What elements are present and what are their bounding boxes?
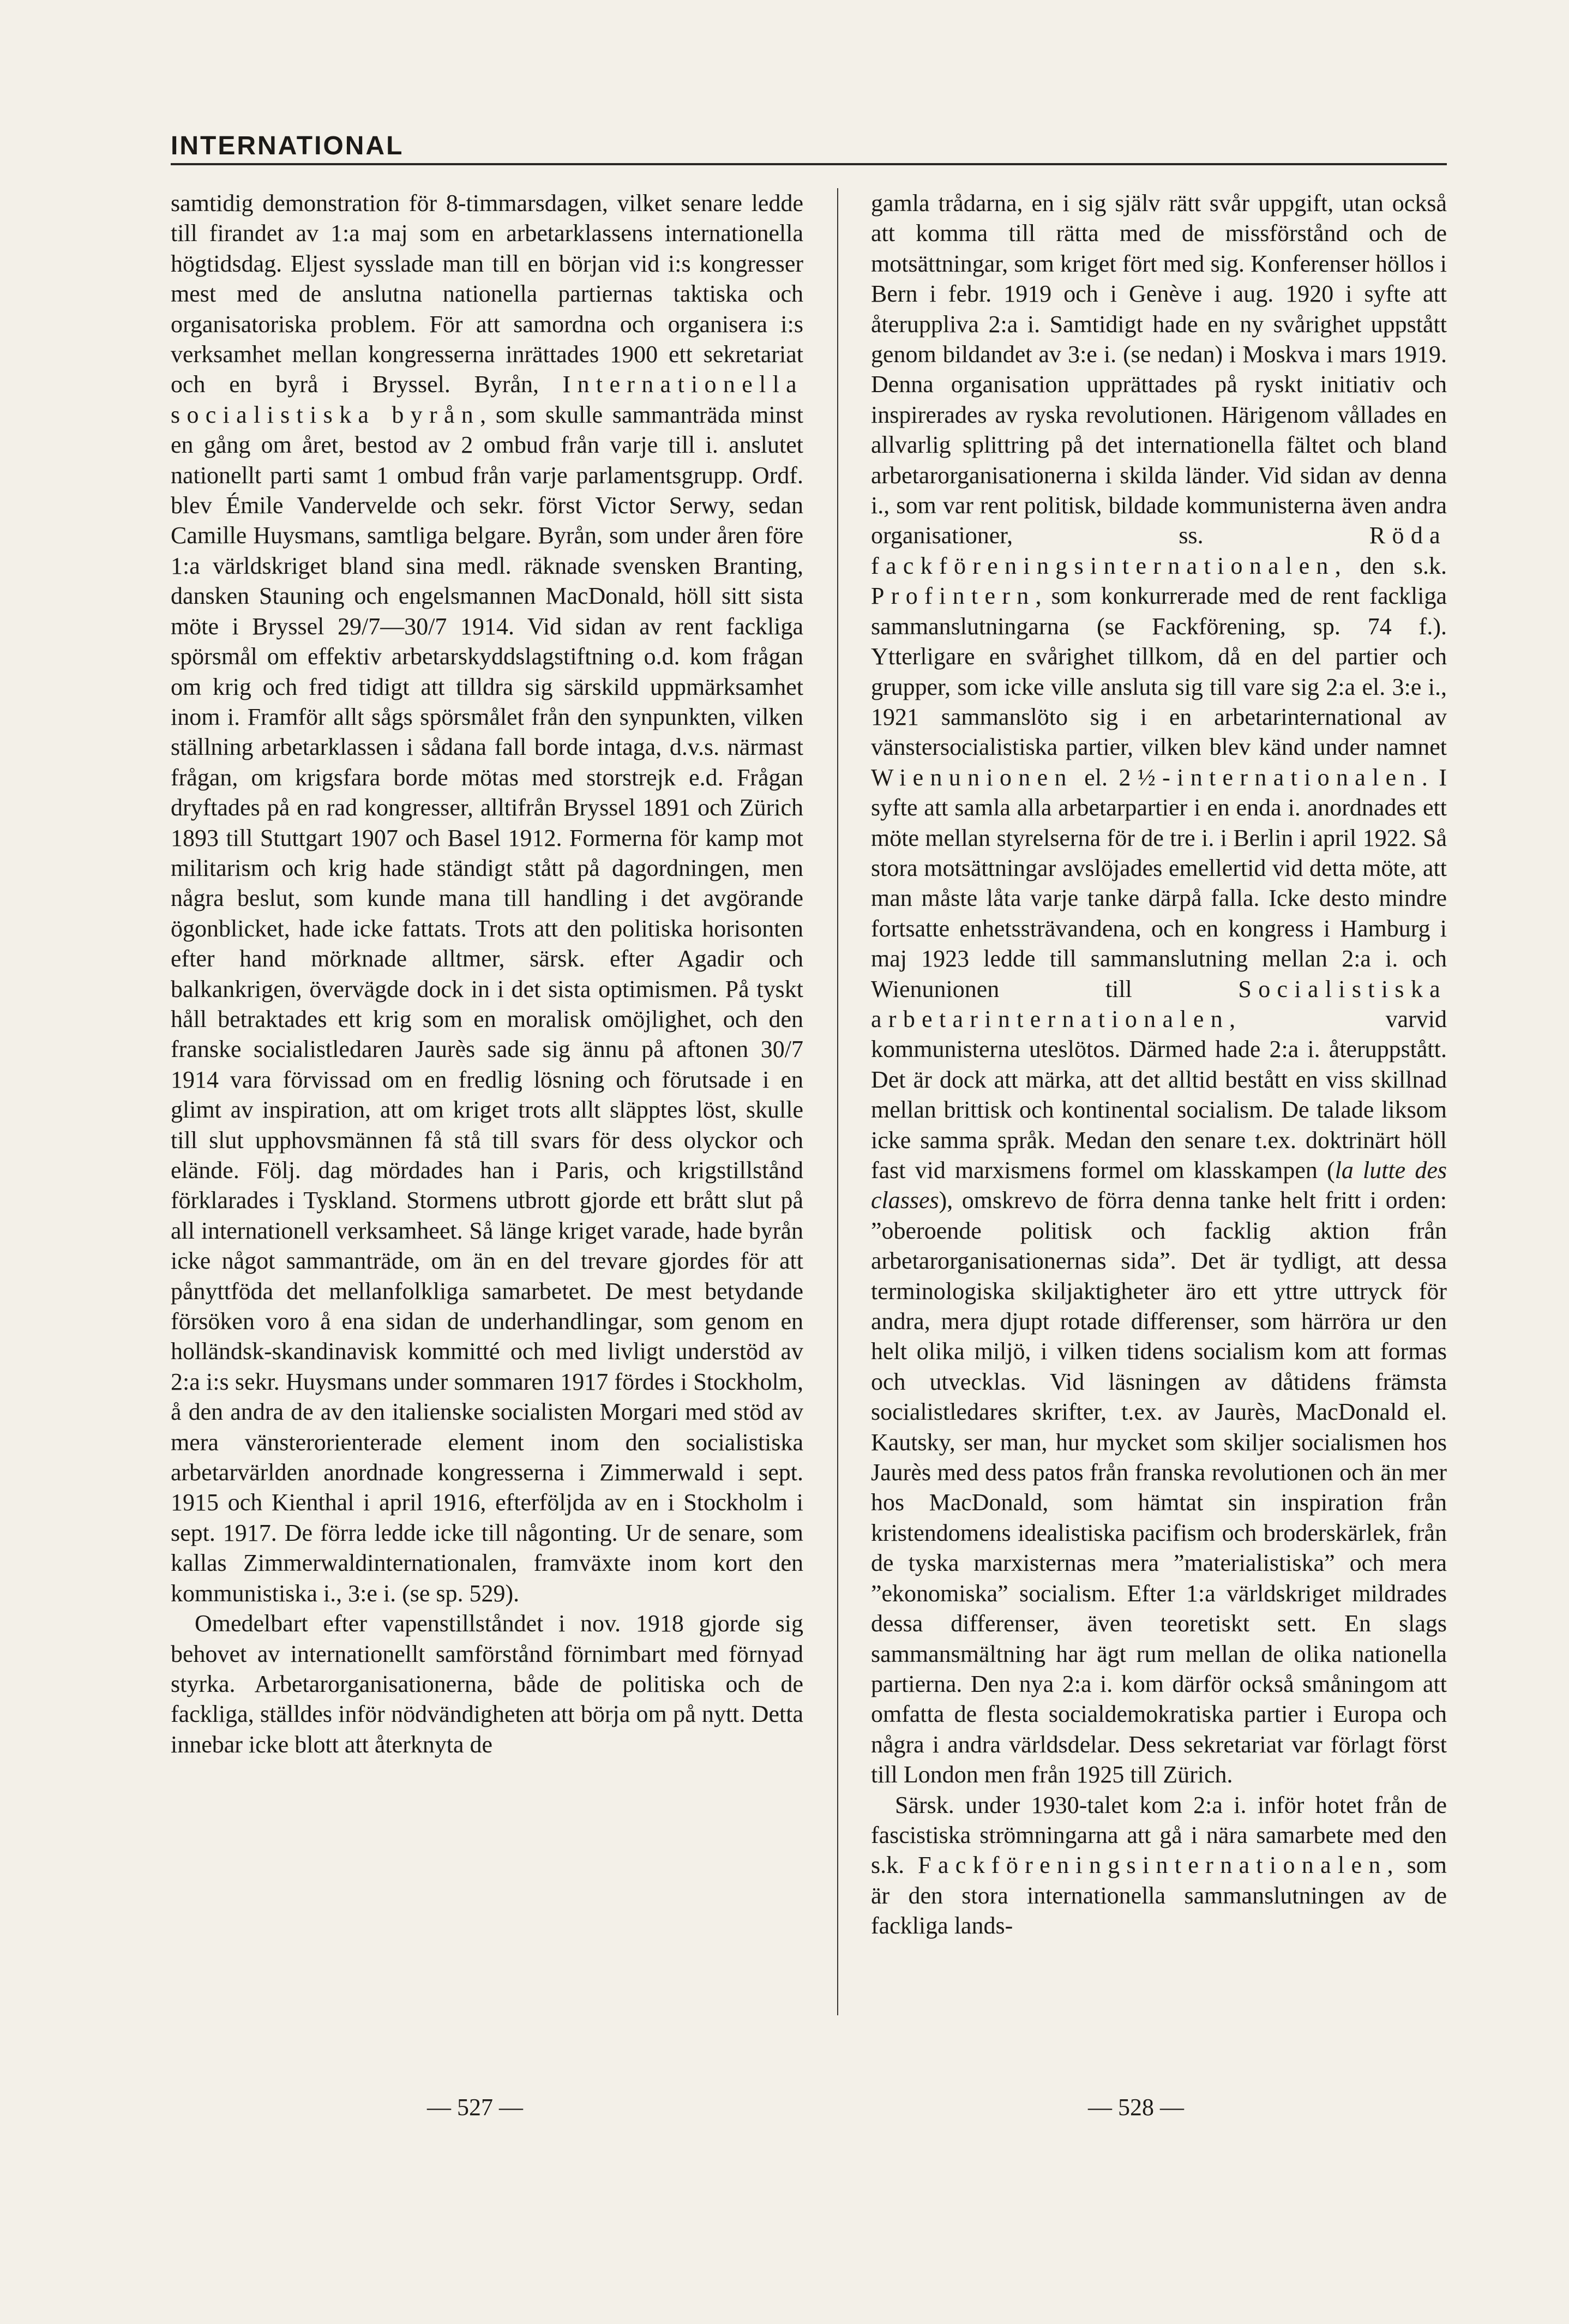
- column-right: [871, 188, 1447, 1941]
- italic-phrase: la lutte des classes: [871, 1157, 1447, 1214]
- spaced-term: Internationella socialistiska byrån: [171, 371, 803, 428]
- page-number-left: — 527 —: [427, 2094, 523, 2121]
- running-header: [171, 131, 1447, 165]
- paragraph: gamla trådarna, en i sig själv rätt svår uppgift, utan också att komma till rätta med de missförstånd och de motsättningar, som kriget fört med sig. Konferenser höllos i Bern i febr. 1919 och i Genève i aug. 1920 i syfte att återuppliva 2:a i. Samtidigt hade en ny svårighet uppstått genom bildandet av 3:e i. (se nedan) i Moskva i mars 1919. Denna organisation upprättades på ryskt initiativ och inspirerades av ryska revolutionen. Härigenom vållades en allvarlig splittring på det internationella fältet och bland arbetarorganisationerna i skilda länder. Vid sidan av denna i., som var rent politisk, bildade kommunisterna även andra organisationer, ss. Röda fackföreningsinternationalen, den s.k. Profintern, som konkurrerade med de rent fackliga sammanslutningarna (se Fackförening, sp. 74 f.). Ytterligare en svårighet tillkom, då en del partier och grupper, som icke ville ansluta sig till vare sig 2:a el. 3:e i., 1921 sammanslöto sig i en arbetarinternational av vänstersocialistiska partier, vilken blev känd under namnet Wienunionen el. 2½-internationalen. I syfte att samla alla arbetarpartier i en enda i. anordnades ett möte mellan styrelserna för de tre i. i Berlin i april 1922. Så stora motsättningar avslöjades emellertid vid detta möte, att man måste låta varje tanke därpå falla. Icke desto mindre fortsatte enhetssträvandena, och en kongress i Hamburg i maj 1923 ledde till sammanslutning mellan 2:a i. och Wienunionen till Socialistiska arbetarinternationalen, varvid kommunisterna uteslötos. Därmed hade 2:a i. återuppstått. Det är dock att märka, att det alltid bestått en viss skillnad mellan brittisk och kontinental socialism. De talade liksom icke samma språk. Medan den senare t.ex. doktrinärt höll fast vid marxismens formel om klasskampen (la lutte des classes), omskrevo de förra denna tanke helt fritt i orden: ”oberoende politisk och facklig aktion från arbetarorganisationernas sida”. Det är tydligt, att dessa terminologiska skiljaktigheter äro ett yttre uttryck för andra, mera djupt rotade differenser, som härröra ur den helt olika miljö, i vilken tidens socialism kom att formas och utvecklas. Vid läsningen av dåtidens främsta socialistledares skrifter, t.ex. av Jaurès, MacDonald el. Kautsky, ser man, hur mycket som skiljer socialismen hos Jaurès med dess patos från franska revolutionen och än mer hos MacDonald, som hämtat sin inspiration från kristendomens idealistiska pacifism och broderskärlek, från de tyska marxisternas mera ”materialistiska” och mera ”ekonomiska” socialism. Efter 1:a världskriget mildrades dessa differenser, även teoretiskt sett. En slags sammansmältning har ägt rum mellan de olika nationella partierna. Den nya 2:a i. kom därför också småningom att omfatta de flesta socialdemokratiska partier i Europa och några i andra världsdelar. Dess sekretariat var förlagt först till London men från 1925 till Zürich.: [871, 190, 1447, 1788]
- page-number-right: — 528 —: [1088, 2094, 1184, 2121]
- spaced-term: Röda fackföreningsinternationalen: [871, 522, 1447, 579]
- paragraph: Särsk. under 1930-talet kom 2:a i. inför hotet från de fascistiska strömningarna att gå i nära samarbete med den s.k. Fackföreningsinternationalen, som är den stora internationella sammanslutningen av de fackliga lands-: [871, 1791, 1447, 1939]
- spaced-term: Profintern: [871, 582, 1036, 610]
- spaced-term: Fackföreningsinternationalen: [918, 1852, 1387, 1879]
- spaced-term: Socialistiska arbetarinternationalen: [871, 975, 1447, 1032]
- column-left: [171, 188, 803, 1759]
- column-divider: [837, 188, 838, 2015]
- spaced-term: 2½-internationalen: [1119, 764, 1422, 791]
- spaced-term: Wienunionen: [871, 764, 1073, 791]
- paragraph: Omedelbart efter vapenstillståndet i nov. 1918 gjorde sig behovet av internationellt samförstånd förnimbart med förnyad styrka. Arbetarorganisationerna, både de politiska och de fackliga, ställdes inför nödvändigheten att börja om på nytt. Detta innebar icke blott att återknyta de: [171, 1610, 803, 1758]
- paragraph: samtidig demonstration för 8-timmarsdagen, vilket senare ledde till firandet av 1:a maj som en arbetarklassens internationella högtidsdag. Eljest sysslade man till en början vid i:s kongresser mest med de anslutna nationella partiernas taktiska och organisatoriska problem. För att samordna och organisera i:s verksamhet mellan kongresserna inrättades 1900 ett sekretariat och en byrå i Bryssel. Byrån, Internationella socialistiska byrån, som skulle sammanträda minst en gång om året, bestod av 2 ombud från varje till i. anslutet nationellt parti samt 1 ombud från varje parlamentsgrupp. Ordf. blev Émile Vandervelde och sekr. först Victor Serwy, sedan Camille Huysmans, samtliga belgare. Byrån, som under åren före 1:a världskriget bland sina medl. räknade svensken Branting, dansken Stauning och engelsmannen MacDonald, höll sitt sista möte i Bryssel 29/7—30/7 1914. Vid sidan av rent fackliga spörsmål om effektiv arbetarskyddslagstiftning o.d. kom frågan om krig och fred tidigt att tilldra sig särskild uppmärksamhet inom i. Framför allt sågs spörsmålet från den synpunkten, vilken ställning arbetarklassen i sådana fall borde intaga, d.v.s. närmast frågan, om krigsfara borde mötas med storstrejk e.d. Frågan dryftades på en rad kongresser, alltifrån Bryssel 1891 och Zürich 1893 till Stuttgart 1907 och Basel 1912. Formerna för kamp mot militarism och krig hade ständigt stått på dagordningen, men några beslut, som kunde mana till handling i det avgörande ögonblicket, hade icke fattats. Trots att den politiska horisonten efter hand mörknade alltmer, särsk. efter Agadir och balkankrigen, övervägde dock in i det sista optimismen. På tyskt håll betraktades ett krig som en moralisk omöjlighet, och den franske socialistledaren Jaurès sade sig ännu på aftonen 30/7 1914 vara förvissad om en fredlig lösning och förutsade i en glimt av inspiration, att om kriget trots allt släpptes löst, skulle till slut upphovsmännen få stå till svars för dess olyckor och elände. Följ. dag mördades han i Paris, och krigstillstånd förklarades i Tyskland. Stormens utbrott gjorde ett brått slut på all internationell verksamheet. Så länge kriget varade, hade byrån icke något sammanträde, om än en del trevare gjordes för att pånyttföda det mellanfolkliga samarbetet. De mest betydande försöken voro å ena sidan de underhandlingar, som genom en holländsk-skandinavisk kommitté och med livligt understöd av 2:a i:s sekr. Huysmans under sommaren 1917 fördes i Stockholm, å den andra de av den italienske socialisten Morgari med stöd av mera vänsterorienterade element inom den socialistiska arbetarvärlden anordnade kongresserna i Zimmerwald i sept. 1915 och Kienthal i april 1916, efterföljda av en i Stockholm i sept. 1917. De förra ledde icke till någonting. Ur de senare, som kallas Zimmerwaldinternationalen, framväxte inom kort den kommunistiska i., 3:e i. (se sp. 529).: [171, 190, 804, 1607]
- running-head-title: INTERNATIONAL: [171, 131, 404, 160]
- date-fraction: 30/7: [760, 1036, 803, 1063]
- date-fraction: 29/7—30/7: [337, 612, 447, 640]
